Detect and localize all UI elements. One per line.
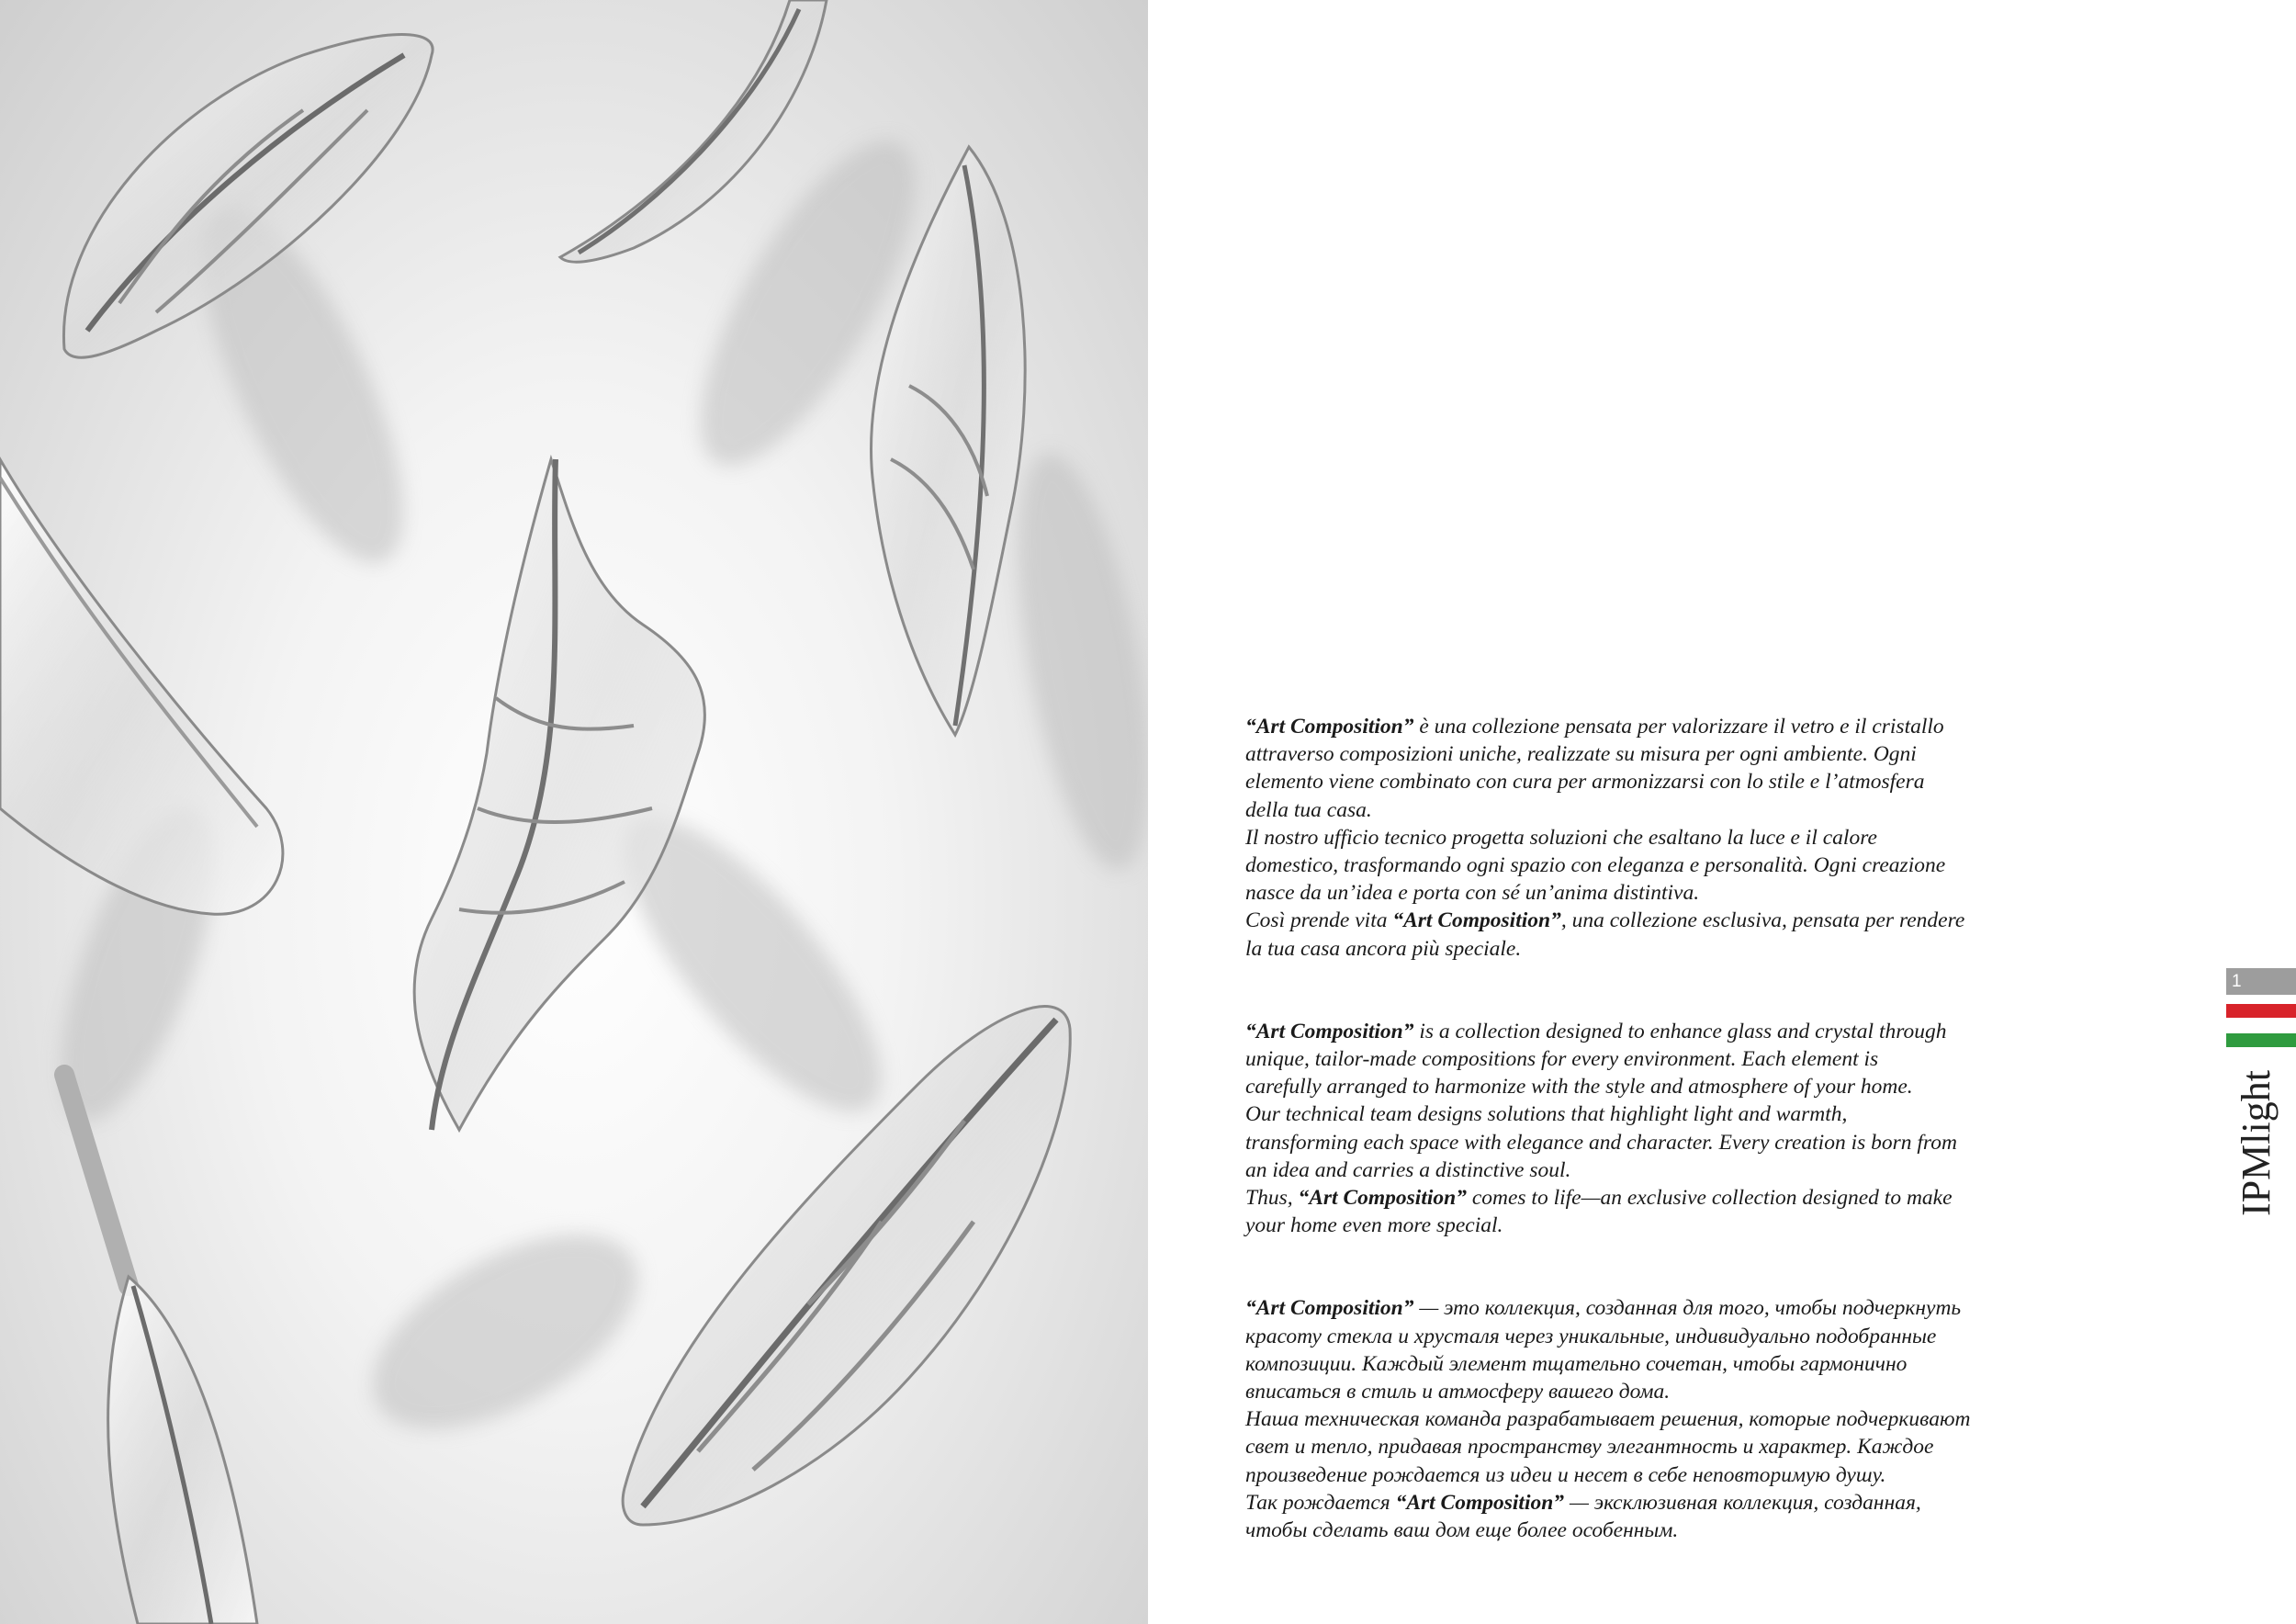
text-line: Thus, [1245,1186,1299,1211]
text-line: , una collezione esclusiva, pensata per rendere [1560,908,1965,933]
text-line: transforming each space with elegance and character. Every creation is born from [1245,1130,1957,1155]
text-line: is a collection designed to enhance glass and crystal through [1413,1019,1947,1043]
text-line: красоту стекла и хрусталя через уникальные, индивидуально подобранные [1245,1324,1937,1348]
glass-leaf-center [414,459,704,1130]
text-line: произведение рождается из идеи и несет в себе неповторимую душу. [1245,1462,1886,1487]
brand-logo: IPMlight [2234,1070,2279,1216]
text-line: comes to life—an exclusive collection designed to make [1466,1186,1953,1211]
collection-title: “Art Composition” [1395,1490,1565,1515]
text-line: della tua casa. [1245,797,1372,822]
text-line: your home even more special. [1245,1213,1503,1238]
text-line: la tua casa ancora più speciale. [1245,936,1522,961]
collection-title: “Art Composition” [1298,1186,1467,1211]
text-line: вписаться в стиль и атмосферу вашего дома. [1245,1380,1671,1404]
collection-title: “Art Composition” [1245,1019,1414,1043]
text-line: nasce da un’idea e porta con sé un’anima distintiva. [1245,881,1700,906]
text-line: Our technical team designs solutions that highlight light and warmth, [1245,1102,1848,1127]
text-line: è una collezione pensata per valorizzare il vetro e il cristallo [1413,715,1944,739]
text-line: свет и тепло, придавая пространству элегантность и характер. Каждое [1245,1435,1934,1460]
text-line: Наша техническая команда разрабатывает решения, которые подчеркивают [1245,1407,1971,1432]
text-line: carefully arranged to harmonize with the style and atmosphere of your home. [1245,1075,1913,1100]
text-line: — эксклюзивная коллекция, созданная, [1564,1490,1921,1515]
glass-feather-bottom-left [64,1075,257,1624]
collection-title: “Art Composition” [1392,908,1561,933]
flag-green-stripe [2226,1033,2296,1047]
text-line: attraverso composizioni uniche, realizzate su misura per ogni ambiente. Ogni [1245,742,1917,767]
text-line: — это коллекция, созданная для того, чтобы подчеркнуть [1413,1296,1962,1321]
text-line: Так рождается [1245,1490,1396,1515]
russian-paragraph [1245,1294,2044,1544]
text-column [1245,713,2044,1544]
text-line: Così prende vita [1245,908,1393,933]
flag-red-stripe [2226,1004,2296,1018]
collection-title: “Art Composition” [1245,715,1414,739]
text-line: Il nostro ufficio tecnico progetta soluzioni che esaltano la luce e il calore [1245,825,1877,850]
english-paragraph [1245,1018,2044,1240]
text-line: композиции. Каждый элемент тщательно сочетан, чтобы гармонично [1245,1351,1908,1376]
collection-title: “Art Composition” [1245,1296,1414,1321]
page-number: 1 [2226,968,2296,995]
text-line: чтобы сделать ваш дом еще более особенным. [1245,1518,1679,1543]
text-line: an idea and carries a distinctive soul. [1245,1157,1571,1182]
text-line: domestico, trasformando ogni spazio con eleganza e personalità. Ogni creazione [1245,853,1946,878]
italian-paragraph [1245,713,2044,963]
text-line: unique, tailor-made compositions for every environment. Each element is [1245,1047,1879,1072]
text-line: elemento viene combinato con cura per armonizzarsi con lo stile e l’atmosfera [1245,770,1925,795]
glass-leaf-left-edge [0,459,283,914]
